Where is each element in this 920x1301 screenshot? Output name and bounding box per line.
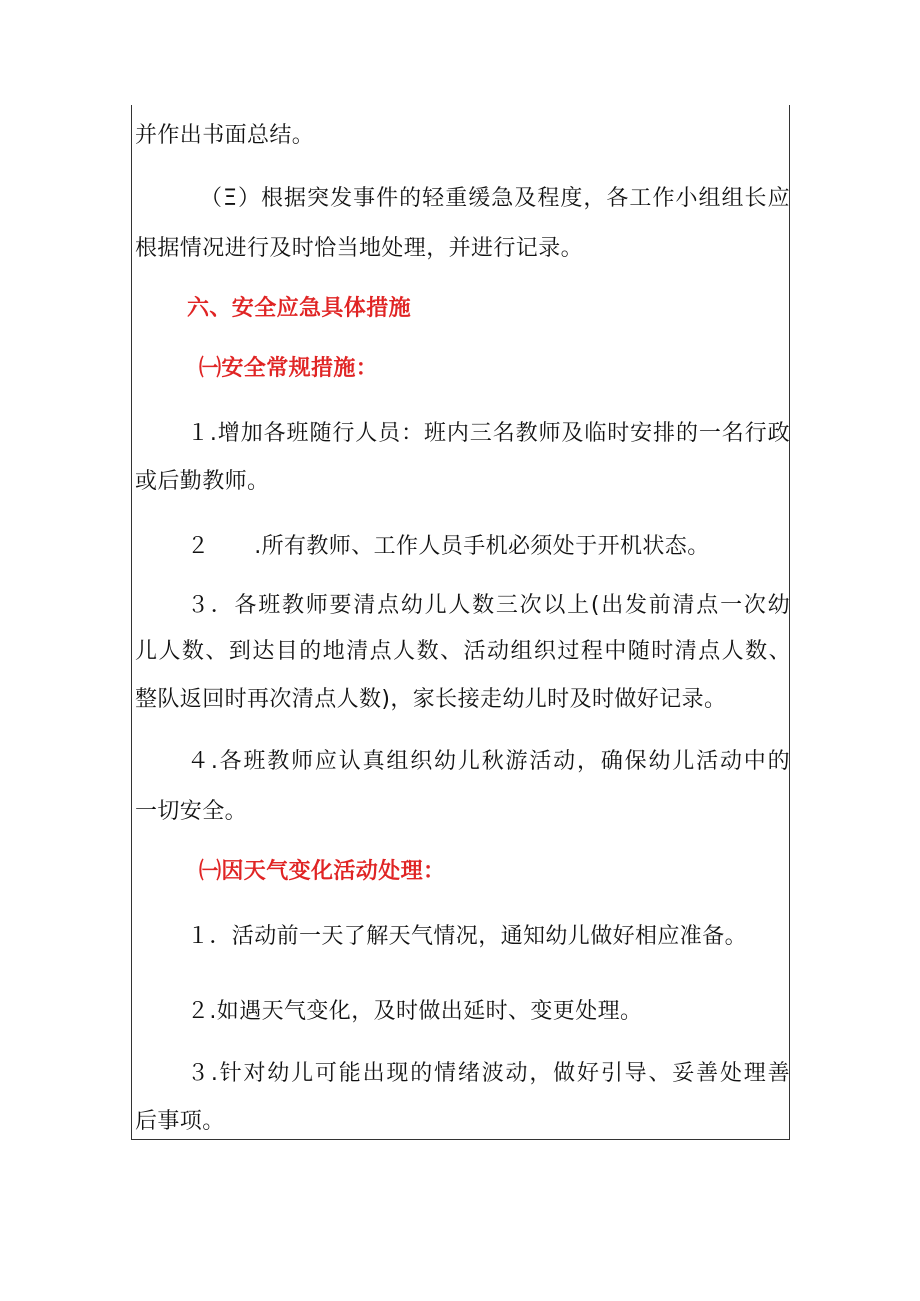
paragraph-line: 后事项。 <box>135 1109 225 1134</box>
section-heading: 六、安全应急具体措施 <box>187 296 412 321</box>
paragraph-line: ３.针对幼儿可能出现的情绪波动，做好引导、妥善处理善 <box>187 1061 790 1086</box>
paragraph-line: ４.各班教师应认真组织幼儿秋游活动，确保幼儿活动中的 <box>187 749 790 774</box>
paragraph-line: ３．各班教师要清点幼儿人数三次以上(出发前清点一次幼 <box>187 593 790 618</box>
paragraph-line: １.增加各班随行人员：班内三名教师及临时安排的一名行政 <box>187 421 790 446</box>
paragraph-line: （Ξ）根据突发事件的轻重缓急及程度，各工作小组组长应 <box>200 186 790 211</box>
paragraph-line: 儿人数、到达目的地清点人数、活动组织过程中随时清点人数、 <box>135 639 791 664</box>
paragraph-line: 根据情况进行及时恰当地处理，并进行记录。 <box>135 236 584 261</box>
subsection-heading: ㈠安全常规措施： <box>199 356 379 381</box>
paragraph-line: 或后勤教师。 <box>135 469 270 494</box>
paragraph-line: 整队返回时再次清点人数)，家长接走幼儿时及时做好记录。 <box>135 687 727 712</box>
subsection-heading: ㈠因天气变化活动处理： <box>199 859 446 884</box>
paragraph-line: 一切安全。 <box>135 799 248 824</box>
paragraph-line: ２.如遇天气变化，及时做出延时、变更处理。 <box>187 999 643 1024</box>
paragraph-line: 并作出书面总结。 <box>135 123 315 148</box>
paragraph-line: １．活动前一天了解天气情况，通知幼儿做好相应准备。 <box>187 924 748 949</box>
paragraph-line: ２ .所有教师、工作人员手机必须处于开机状态。 <box>187 534 710 559</box>
